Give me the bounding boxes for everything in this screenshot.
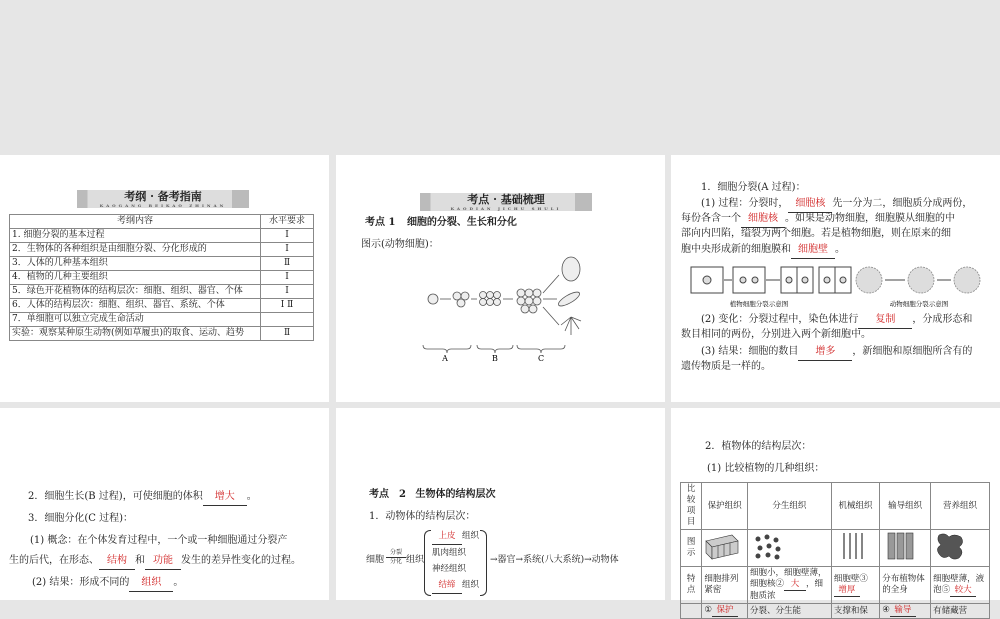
text: 细胞壁③ [833, 573, 868, 584]
outline-level: Ⅱ [261, 327, 314, 341]
tissue-label: 神经组织 [432, 564, 467, 574]
text: 2．细胞生长(B 过程)，可使细胞的体积 [28, 491, 203, 502]
paragraph-line: 遗传物质是一样的。 [681, 361, 771, 372]
differentiation-heading: 3．细胞分化(C 过程)： [28, 513, 133, 524]
slide-key-points [336, 155, 665, 402]
tissue-compare-heading: (1) 比较植物的几种组织： [707, 463, 825, 474]
col-header: 保护组织 [702, 483, 748, 530]
right-brace [480, 530, 487, 596]
table-row [10, 229, 314, 243]
diagram-label: 图示(动物细胞)： [361, 239, 439, 250]
text: 发生的差异性变化的过程。 [181, 555, 301, 566]
chain-text: 器官→系统(八大系统)→动物体 [497, 555, 619, 565]
table-row-function [681, 604, 990, 619]
topic-heading [369, 488, 495, 503]
stage-label: C [537, 354, 545, 363]
division-arrow [386, 549, 406, 566]
text: 细胞小，细胞壁薄，细胞核② [749, 568, 827, 590]
conducting-tissue-image [880, 530, 931, 567]
table-row-features [681, 567, 990, 604]
answer-blank: 增多 [798, 345, 852, 361]
topic-title: 生物体的结构层次 [415, 489, 496, 500]
col-header: 营养组织 [931, 483, 990, 530]
table-row-image [681, 530, 990, 567]
text: ，细胞质浓 [749, 579, 824, 602]
concept-line [9, 554, 329, 570]
protective-feature: 细胞排列紧密 [702, 567, 748, 604]
col-header: 分生组织 [747, 483, 831, 530]
answer-blank: 大 [784, 579, 806, 591]
tissue-item [432, 528, 479, 545]
tissue-item [432, 561, 479, 577]
text: 和 [135, 555, 145, 566]
answer-blank: 细胞核 [741, 212, 785, 228]
text: ① [704, 605, 712, 616]
table-row [10, 271, 314, 285]
answer-blank: 上皮 [432, 528, 462, 545]
text: 先一分为二，细胞质分成两份， [832, 198, 973, 209]
protective-function [702, 604, 748, 619]
left-brace [424, 530, 431, 596]
paragraph-line [681, 212, 997, 228]
table-row [10, 313, 314, 327]
col-header: 比较项目 [681, 483, 702, 530]
table-row [10, 327, 314, 341]
answer-blank: 结缔 [432, 577, 462, 594]
topic-heading [365, 216, 517, 231]
text: (1) 过程：分裂时， [701, 198, 789, 209]
differentiated-cell [562, 257, 580, 281]
text: (2) 变化：分裂过程中，染色体进行 [701, 314, 859, 325]
answer-blank: 复制 [858, 313, 912, 329]
text: 。 [835, 244, 845, 255]
paragraph-line [681, 243, 997, 259]
growth-line [28, 490, 257, 506]
text: 。 [246, 491, 257, 502]
protective-tissue-image [702, 530, 748, 567]
tissue-label: 肌肉组织 [432, 548, 467, 558]
paragraph-result [701, 345, 997, 361]
answer-blank: 组织 [129, 576, 173, 592]
plant-caption: 植物细胞分裂示意图 [729, 300, 789, 308]
paragraph-line: 部向内凹陷，缢裂为两个细胞。若是植物细胞，则在原来的细 [681, 228, 951, 239]
meristem-function: 分裂、分生能 [747, 604, 831, 619]
paragraph-heading: 1．细胞分裂(A 过程)： [701, 182, 806, 193]
stage-label: B [492, 354, 498, 363]
table-row [10, 299, 314, 313]
arrow-label: 分裂 [389, 549, 402, 556]
col-header-level: 水平要求 [261, 215, 314, 229]
outline-level: Ⅰ [261, 229, 314, 243]
col-header: 输导组织 [880, 483, 931, 530]
mechanical-function: 支撑和保 [831, 604, 879, 619]
nutrient-feature [931, 567, 990, 604]
table-row [10, 285, 314, 299]
conducting-feature: 分布植物体的全身 [880, 567, 931, 604]
banner-title: 考纲 · 备考指南 [124, 190, 202, 203]
topic-number: 考点 1 [365, 217, 396, 228]
table-header-row [681, 483, 990, 530]
plant-levels-heading: 2．植物体的结构层次： [705, 441, 812, 452]
banner-title: 考点 · 基础梳理 [467, 193, 545, 206]
outline-content: 1. 细胞分裂的基本过程 [10, 229, 261, 243]
level-chain: →器官→系统(八大系统)→动物体 [490, 555, 619, 565]
answer-blank: 增大 [203, 490, 247, 506]
table-row [10, 257, 314, 271]
tissue-item [432, 545, 479, 561]
text: (3) 结果：细胞的数目 [701, 346, 799, 357]
outline-content: 实验：观察某种原生动物(例如草履虫)的取食、运动、趋势 [10, 327, 261, 341]
outline-level: Ⅱ [261, 257, 314, 271]
outline-content: 4．植物的几种主要组织 [10, 271, 261, 285]
nutrient-tissue-image [931, 530, 990, 567]
meristem-feature [747, 567, 831, 604]
division-illustrations [689, 263, 989, 309]
mechanical-tissue-image [831, 530, 879, 567]
outline-content: 2．生物体的各种组织是由细胞分裂、分化形成的 [10, 243, 261, 257]
table-row [10, 243, 314, 257]
stage-label: A [442, 354, 448, 363]
text: ，分成形态和 [912, 314, 973, 325]
text: (2) 结果：形成不同的 [32, 577, 130, 588]
tissue-label: 组织 [462, 531, 480, 541]
answer-blank: 细胞核 [788, 197, 832, 213]
level-cell: 细胞 [366, 555, 385, 565]
topic-title: 细胞的分裂、生长和分化 [406, 217, 517, 228]
col-header-content: 考纲内容 [10, 215, 261, 229]
tissue-list [432, 528, 479, 594]
arrow-label: 分化 [386, 557, 406, 566]
outline-level [261, 313, 314, 327]
single-cell [428, 294, 438, 304]
level-tissue: 组织 [406, 555, 425, 565]
tissue-label: 组织 [462, 580, 480, 590]
row-label: 图示 [681, 530, 702, 567]
conducting-function [880, 604, 931, 619]
text: 细胞壁薄，液泡⑤ [933, 573, 985, 595]
text: 每份各含一个 [681, 213, 741, 224]
result-line [32, 576, 183, 592]
slide-growth-differentiation [0, 408, 329, 600]
outline-level: Ⅰ [261, 271, 314, 285]
paragraph-change [701, 313, 997, 329]
outline-content: 6．人体的结构层次：细胞、组织、器官、系统、个体 [10, 299, 261, 313]
concept-line: (1) 概念：在个体发育过程中，一个或一种细胞通过分裂产 [30, 535, 288, 546]
slide-cell-division [671, 155, 1000, 402]
nutrient-function: 有储藏营 [931, 604, 990, 619]
outline-content: 7．单细胞可以独立完成生命活动 [10, 313, 261, 327]
slide-structure-levels [336, 408, 665, 600]
answer-blank: 保护 [712, 605, 738, 617]
meristem-tissue-image [747, 530, 831, 567]
text: ④ [882, 605, 890, 616]
text: ，新细胞和原细胞所含有的 [852, 346, 973, 357]
section-banner [420, 193, 592, 211]
text: 。如果是动物细胞，细胞膜从细胞的中 [785, 213, 955, 224]
outline-content: 5．绿色开花植物体的结构层次：细胞、组织、器官、个体 [10, 285, 261, 299]
row-label: 特点 [681, 567, 702, 604]
answer-blank: 功能 [145, 554, 181, 570]
outline-level: Ⅰ [261, 243, 314, 257]
text: 胞中央形成新的细胞膜和 [681, 244, 791, 255]
tissue-table [680, 482, 990, 619]
banner-subtitle: KAODIAN JICHU SHULI [450, 206, 562, 211]
paragraph-process [701, 197, 997, 213]
tissue-item [432, 577, 479, 594]
topic-number: 考点 2 [369, 489, 406, 500]
table-header-row [10, 215, 314, 229]
slide-exam-outline [0, 155, 329, 402]
answer-blank: 输导 [890, 605, 916, 617]
answer-blank: 细胞壁 [791, 243, 835, 259]
text: 。 [173, 577, 184, 588]
row-label [681, 604, 702, 619]
answer-blank: 结构 [99, 554, 135, 570]
outline-level: Ⅰ [261, 285, 314, 299]
section-banner [77, 190, 249, 208]
paragraph-line: 数目相同的两份，分别进入两个新细胞中。 [681, 329, 871, 340]
cell-division-diagram [421, 255, 621, 365]
animal-caption: 动物细胞分裂示意图 [889, 300, 949, 308]
answer-blank: 增厚 [834, 585, 860, 597]
outline-table [9, 214, 314, 341]
answer-blank: 较大 [950, 585, 976, 597]
animal-levels-heading: 1．动物体的结构层次： [369, 511, 476, 522]
text: 生的后代，在形态、 [9, 555, 99, 566]
outline-content: 3．人体的几种基本组织 [10, 257, 261, 271]
col-header: 机械组织 [831, 483, 879, 530]
slide-plant-tissues [671, 408, 1000, 616]
mechanical-feature [831, 567, 879, 604]
banner-subtitle: KAOGANG BEIKAO ZHINAN [99, 203, 227, 208]
outline-level: Ⅰ Ⅱ [261, 299, 314, 313]
